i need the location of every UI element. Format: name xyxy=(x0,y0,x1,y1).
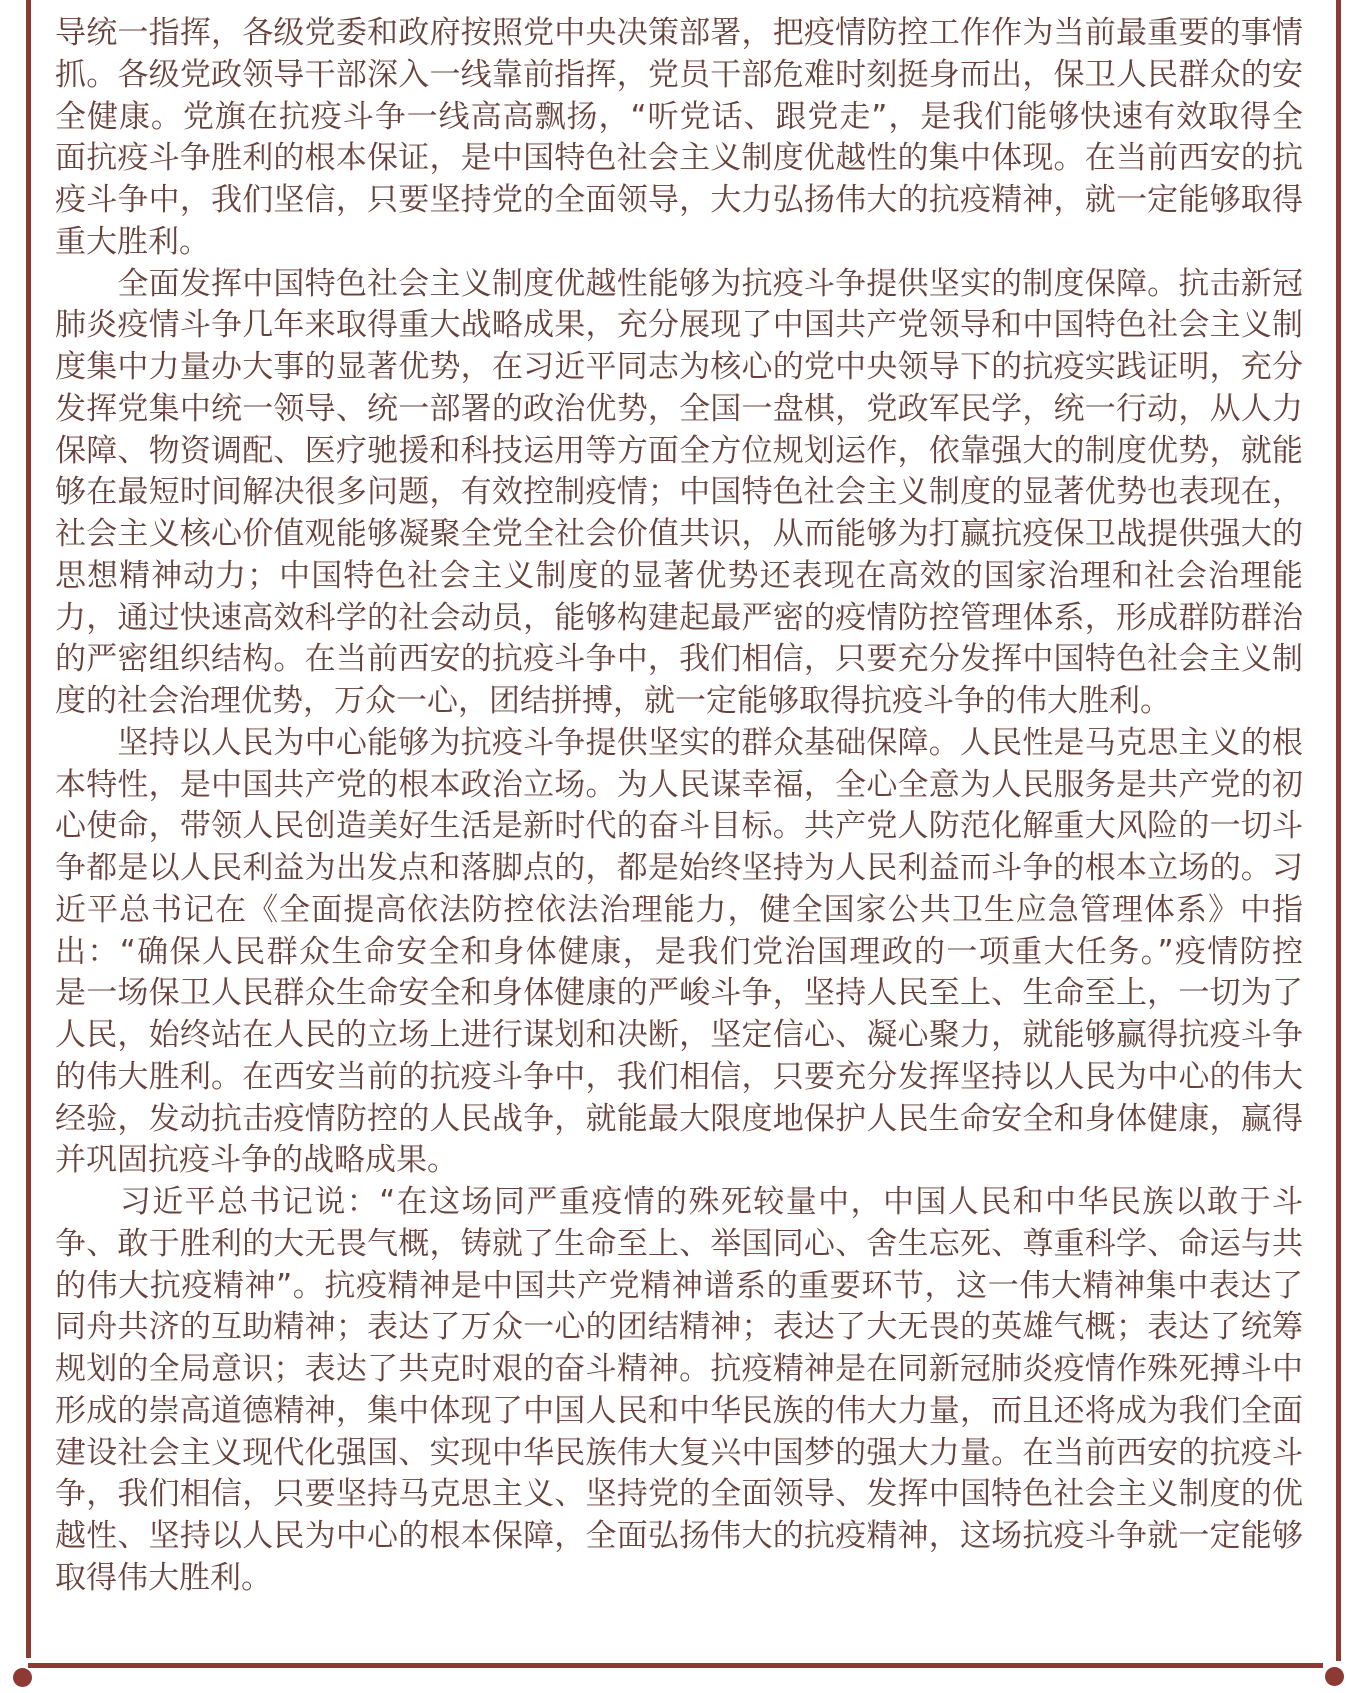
text-line: 思想精神动力；中国特色社会主义制度的显著优势还表现在高效的国家治理和社会治理能 xyxy=(55,557,1303,594)
text-line: 习近平总书记说：“在这场同严重疫情的殊死较量中，中国人民和中华民族以敢于斗 xyxy=(55,1184,1303,1220)
text-line: 近平总书记在《全面提高依法防控依法治理能力，健全国家公共卫生应急管理体系》中指 xyxy=(55,891,1303,928)
text-line: 重大胜利。 xyxy=(55,223,210,260)
text-line: 的伟大胜利。在西安当前的抗疫斗争中，我们相信，只要充分发挥坚持以人民为中心的伟大 xyxy=(55,1058,1303,1095)
text-line: 的严密组织结构。在当前西安的抗疫斗争中，我们相信，只要充分发挥中国特色社会主义制 xyxy=(55,641,1303,678)
text-line: 全健康。党旗在抗疫斗争一线高高飘扬，“听党话、跟党走”，是我们能够快速有效取得全 xyxy=(55,98,1303,135)
bottom-left-corner-dot xyxy=(13,1668,32,1687)
text-line: 社会主义核心价值观能够凝聚全党全社会价值共识，从而能够为打赢抗疫保卫战提供强大的 xyxy=(55,516,1303,552)
article-body xyxy=(55,13,1303,1600)
text-line: 肺炎疫情斗争几年来取得重大战略成果，充分展现了中国共产党领导和中国特色社会主义制 xyxy=(55,307,1303,344)
text-line: 规划的全局意识；表达了共克时艰的奋斗精神。抗疫精神是在同新冠肺炎疫情作殊死搏斗中 xyxy=(55,1351,1303,1387)
text-line: 导统一指挥，各级党委和政府按照党中央决策部署，把疫情防控工作作为当前最重要的事情 xyxy=(55,15,1303,51)
text-line: 度集中力量办大事的显著优势，在习近平同志为核心的党中央领导下的抗疫实践证明，充分 xyxy=(55,349,1303,385)
text-line: 争都是以人民利益为出发点和落脚点的，都是始终坚持为人民利益而斗争的根本立场的。习 xyxy=(55,850,1303,886)
text-line: 出：“确保人民群众生命安全和身体健康，是我们党治国理政的一项重大任务。”疫情防控 xyxy=(55,933,1303,970)
text-line: 疫斗争中，我们坚信，只要坚持党的全面领导，大力弘扬伟大的抗疫精神，就一定能够取得 xyxy=(55,182,1303,218)
text-line: 形成的崇高道德精神，集中体现了中国人民和中华民族的伟大力量，而且还将成为我们全面 xyxy=(55,1392,1303,1429)
right-border-line xyxy=(1336,0,1341,1661)
text-line: 取得伟大胜利。 xyxy=(55,1559,272,1596)
text-line: 争，我们相信，只要坚持马克思主义、坚持党的全面领导、发挥中国特色社会主义制度的优 xyxy=(55,1476,1303,1513)
text-line: 越性、坚持以人民为中心的根本保障，全面弘扬伟大的抗疫精神，这场抗疫斗争就一定能够 xyxy=(55,1518,1303,1554)
text-line: 的伟大抗疫精神”。抗疫精神是中国共产党精神谱系的重要环节，这一伟大精神集中表达了 xyxy=(55,1267,1303,1304)
text-line: 坚持以人民为中心能够为抗疫斗争提供坚实的群众基础保障。人民性是马克思主义的根 xyxy=(55,724,1303,761)
text-line: 是一场保卫人民群众生命安全和身体健康的严峻斗争，坚持人民至上、生命至上，一切为了 xyxy=(55,975,1303,1012)
text-line: 力，通过快速高效科学的社会动员，能够构建起最严密的疫情防控管理体系，形成群防群治 xyxy=(55,599,1303,636)
text-line: 同舟共济的互助精神；表达了万众一心的团结精神；表达了大无畏的英雄气概；表达了统筹 xyxy=(55,1309,1303,1346)
text-line: 心使命，带领人民创造美好生活是新时代的奋斗目标。共产党人防范化解重大风险的一切斗 xyxy=(55,808,1303,845)
text-line: 度的社会治理优势，万众一心，团结拼搏，就一定能够取得抗疫斗争的伟大胜利。 xyxy=(55,683,1171,719)
text-line: 本特性，是中国共产党的根本政治立场。为人民谋幸福，全心全意为人民服务是共产党的初 xyxy=(55,766,1303,803)
text-line: 并巩固抗疫斗争的战略成果。 xyxy=(55,1142,458,1179)
text-line: 面抗疫斗争胜利的根本保证，是中国特色社会主义制度优越性的集中体现。在当前西安的抗 xyxy=(55,140,1303,177)
text-line: 经验，发动抗击疫情防控的人民战争，就能最大限度地保护人民生命安全和身体健康，赢得 xyxy=(55,1100,1303,1137)
text-line: 抓。各级党政领导干部深入一线靠前指挥，党员干部危难时刻挺身而出，保卫人民群众的安 xyxy=(55,56,1303,93)
bottom-right-corner-dot xyxy=(1325,1667,1344,1686)
text-line: 够在最短时间解决很多问题，有效控制疫情；中国特色社会主义制度的显著优势也表现在， xyxy=(55,474,1303,511)
text-line: 人民，始终站在人民的立场上进行谋划和决断，坚定信心、凝心聚力，就能够赢得抗疫斗争 xyxy=(55,1017,1303,1053)
text-line: 争、敢于胜利的大无畏气概，铸就了生命至上、举国同心、舍生忘死、尊重科学、命运与共 xyxy=(55,1225,1303,1262)
text-line: 发挥党集中统一领导、统一部署的政治优势，全国一盘棋，党政军民学，统一行动，从人力 xyxy=(55,390,1303,427)
text-line: 建设社会主义现代化强国、实现中华民族伟大复兴中国梦的强大力量。在当前西安的抗疫斗 xyxy=(55,1434,1303,1471)
bottom-border-line xyxy=(28,1663,1323,1668)
text-line: 全面发挥中国特色社会主义制度优越性能够为抗疫斗争提供坚实的制度保障。抗击新冠 xyxy=(55,265,1303,302)
left-border-line xyxy=(26,0,31,1658)
text-line: 保障、物资调配、医疗驰援和科技运用等方面全方位规划运作，依靠强大的制度优势，就能 xyxy=(55,432,1303,469)
